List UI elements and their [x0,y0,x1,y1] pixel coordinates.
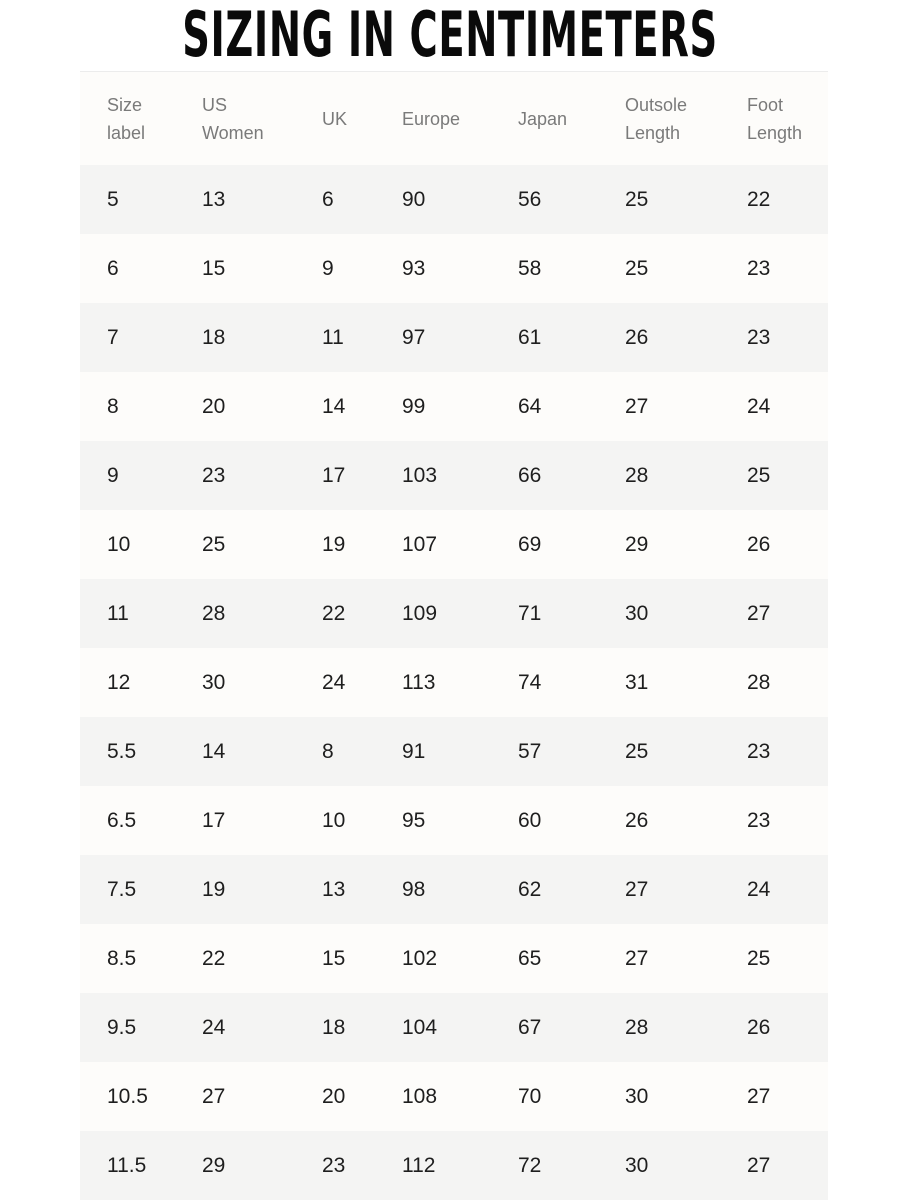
cell-size-label: 6.5 [107,808,137,832]
cell-europe: 102 [402,946,438,970]
cell-japan: 72 [518,1153,542,1177]
cell-outsole-length: 28 [625,1015,649,1039]
cell-foot-length: 25 [747,463,771,487]
cell-uk: 6 [322,187,334,211]
cell-size-label: 10 [107,532,131,556]
cell-us-women: 29 [202,1153,226,1177]
table-row [80,1131,828,1200]
table-row [80,648,828,717]
header-foot-length: Foot Length [747,94,803,143]
cell-japan: 56 [518,187,542,211]
table-body [80,165,828,1200]
cell-outsole-length: 30 [625,1153,649,1177]
cell-uk: 9 [322,256,334,280]
table-row [80,717,828,786]
size-chart-table [80,72,828,1200]
cell-europe: 113 [402,670,436,694]
cell-foot-length: 23 [747,325,771,349]
cell-foot-length: 24 [747,394,771,418]
cell-foot-length: 23 [747,739,771,763]
cell-us-women: 22 [202,946,226,970]
cell-uk: 24 [322,670,346,694]
cell-outsole-length: 25 [625,739,649,763]
header-uk: UK [322,108,348,129]
cell-outsole-length: 25 [625,256,649,280]
cell-us-women: 15 [202,256,226,280]
cell-us-women: 20 [202,394,226,418]
cell-europe: 90 [402,187,426,211]
table-row [80,1062,828,1131]
cell-outsole-length: 30 [625,1084,649,1108]
table-row [80,234,828,303]
cell-foot-length: 27 [747,601,771,625]
cell-europe: 97 [402,325,426,349]
cell-size-label: 7.5 [107,877,137,901]
table-row [80,924,828,993]
cell-europe: 98 [402,877,426,901]
cell-us-women: 14 [202,739,226,763]
cell-size-label: 5.5 [107,739,137,763]
cell-foot-length: 23 [747,256,771,280]
cell-japan: 65 [518,946,542,970]
cell-uk: 22 [322,601,346,625]
cell-foot-length: 25 [747,946,771,970]
cell-uk: 14 [322,394,346,418]
cell-size-label: 11.5 [107,1153,147,1177]
cell-us-women: 13 [202,187,226,211]
cell-outsole-length: 26 [625,808,649,832]
cell-europe: 107 [402,532,438,556]
cell-japan: 62 [518,877,542,901]
table-header [80,72,828,165]
cell-japan: 69 [518,532,542,556]
cell-outsole-length: 27 [625,877,649,901]
table-row [80,372,828,441]
cell-uk: 20 [322,1084,346,1108]
size-chart-table-container [80,71,828,1200]
table-row [80,510,828,579]
cell-japan: 60 [518,808,542,832]
cell-japan: 71 [518,601,542,625]
header-size-label: Size label [107,94,146,143]
cell-uk: 23 [322,1153,346,1177]
cell-japan: 70 [518,1084,542,1108]
cell-foot-length: 27 [747,1084,771,1108]
table-row [80,579,828,648]
cell-uk: 15 [322,946,346,970]
table-row [80,855,828,924]
cell-size-label: 7 [107,325,119,349]
cell-uk: 17 [322,463,346,487]
cell-europe: 108 [402,1084,438,1108]
table-row [80,303,828,372]
cell-size-label: 9 [107,463,119,487]
cell-us-women: 25 [202,532,226,556]
cell-japan: 61 [518,325,542,349]
header-outsole-length: Outsole Length [625,94,688,143]
cell-outsole-length: 28 [625,463,649,487]
cell-foot-length: 23 [747,808,771,832]
cell-size-label: 8 [107,394,119,418]
cell-size-label: 9.5 [107,1015,137,1039]
cell-foot-length: 27 [747,1153,771,1177]
cell-size-label: 11 [107,601,129,625]
cell-foot-length: 26 [747,532,771,556]
table-row [80,786,828,855]
cell-outsole-length: 31 [625,670,649,694]
cell-japan: 67 [518,1015,542,1039]
cell-us-women: 28 [202,601,226,625]
cell-outsole-length: 29 [625,532,649,556]
cell-uk: 11 [322,325,344,349]
cell-foot-length: 28 [747,670,771,694]
header-europe: Europe [402,108,461,129]
cell-europe: 93 [402,256,426,280]
cell-us-women: 17 [202,808,226,832]
header-us-women: US Women [202,94,264,143]
cell-us-women: 18 [202,325,226,349]
cell-size-label: 8.5 [107,946,137,970]
cell-outsole-length: 26 [625,325,649,349]
cell-japan: 57 [518,739,542,763]
cell-europe: 99 [402,394,426,418]
cell-us-women: 24 [202,1015,226,1039]
cell-us-women: 27 [202,1084,226,1108]
cell-japan: 66 [518,463,542,487]
cell-japan: 74 [518,670,542,694]
cell-foot-length: 22 [747,187,771,211]
cell-uk: 19 [322,532,346,556]
cell-us-women: 19 [202,877,226,901]
cell-outsole-length: 25 [625,187,649,211]
cell-europe: 112 [402,1153,436,1177]
cell-uk: 13 [322,877,346,901]
cell-europe: 95 [402,808,426,832]
cell-size-label: 5 [107,187,119,211]
cell-us-women: 23 [202,463,226,487]
cell-outsole-length: 30 [625,601,649,625]
cell-size-label: 12 [107,670,131,694]
table-row [80,993,828,1062]
table-row [80,441,828,510]
cell-japan: 64 [518,394,542,418]
cell-europe: 104 [402,1015,438,1039]
cell-japan: 58 [518,256,542,280]
header-japan: Japan [518,108,568,129]
cell-europe: 109 [402,601,438,625]
cell-europe: 91 [402,739,426,763]
cell-uk: 8 [322,739,334,763]
cell-outsole-length: 27 [625,946,649,970]
cell-foot-length: 26 [747,1015,771,1039]
cell-size-label: 6 [107,256,119,280]
cell-size-label: 10.5 [107,1084,148,1108]
cell-europe: 103 [402,463,438,487]
cell-us-women: 30 [202,670,226,694]
table-row [80,165,828,234]
cell-uk: 10 [322,808,346,832]
page-title: SIZING IN CENTIMETERS [182,0,718,71]
cell-outsole-length: 27 [625,394,649,418]
cell-uk: 18 [322,1015,346,1039]
header-row [80,72,828,165]
cell-foot-length: 24 [747,877,771,901]
